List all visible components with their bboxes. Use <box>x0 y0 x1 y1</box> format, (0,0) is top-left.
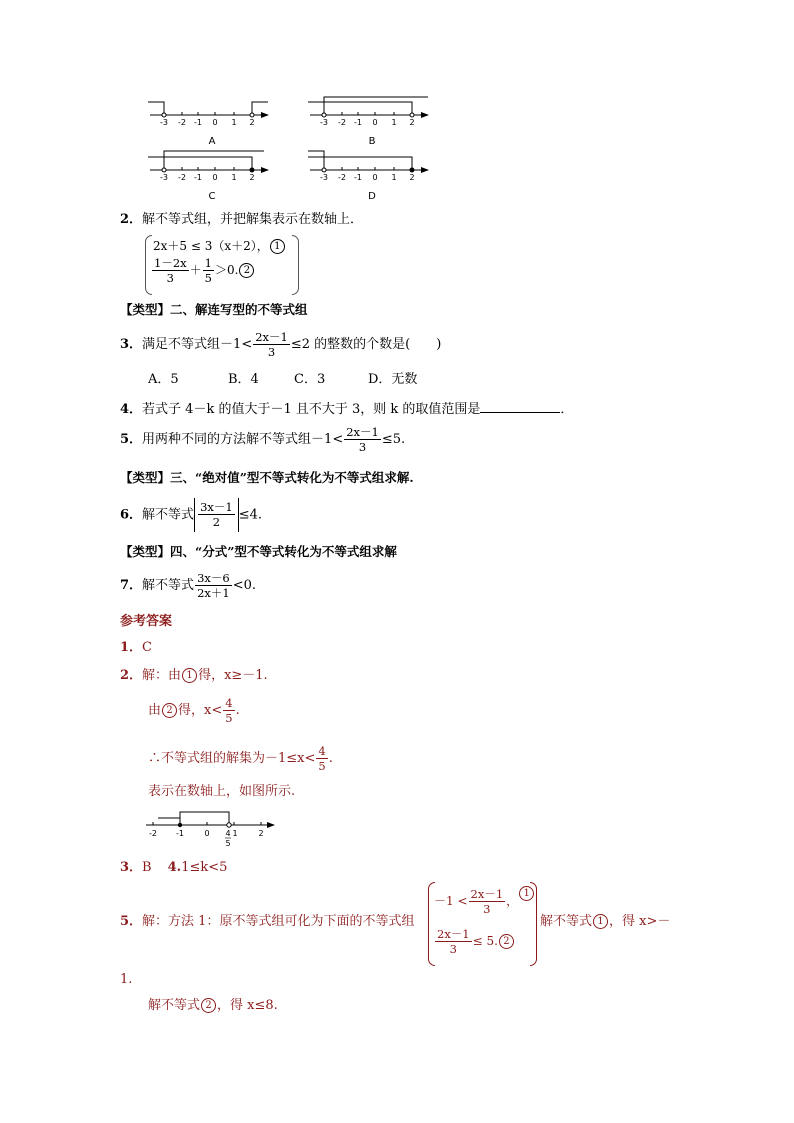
answer-3-4 <box>120 860 227 876</box>
answer-number: 2． <box>120 668 143 683</box>
answer-1 <box>120 640 152 656</box>
fraction <box>344 425 381 454</box>
answer-text: ，得 x>－ <box>609 914 671 929</box>
answer-5-line-1 <box>120 914 414 930</box>
equation-text: ＞0. <box>214 263 239 277</box>
answer-text: 解不等式 <box>148 998 201 1013</box>
tick-label: 2 <box>249 173 255 182</box>
question-text: 满足不等式组－1< <box>142 337 253 352</box>
denominator: 3 <box>358 440 367 454</box>
denominator: 3 <box>449 942 457 956</box>
numerator: 4 <box>225 696 233 710</box>
equation-text: 2x＋5 ≤ 3（x＋2）， <box>153 239 269 253</box>
tick-label: -1 <box>194 118 202 127</box>
answer-2-line-1 <box>120 668 268 684</box>
fraction <box>152 256 189 285</box>
tick-label: -1 <box>194 173 202 182</box>
tick-label: -2 <box>338 173 346 182</box>
question-text: 解不等式 <box>142 578 195 593</box>
fraction <box>469 887 506 916</box>
tick-label: -3 <box>160 118 168 127</box>
q3-choices <box>148 372 417 388</box>
numerator: 3x－6 <box>197 571 230 585</box>
numerator: 2x－1 <box>346 425 379 439</box>
point-label-denominator: 5 <box>225 839 231 848</box>
fraction <box>253 330 290 359</box>
circled-number-2: 2 <box>499 934 514 949</box>
answer-text: 得，x≥－1. <box>198 668 268 683</box>
number-line-d <box>308 151 428 202</box>
tick-label: 0 <box>212 118 218 127</box>
question-text: ≤2 的整数的个数是( ) <box>290 337 442 352</box>
choice-a[interactable]: A．5 <box>148 372 179 387</box>
answer-text: 解：方法 1：原不等式组可化为下面的不等式组 <box>142 914 415 929</box>
option-label-c: C <box>208 191 216 202</box>
fraction <box>316 744 327 773</box>
tick-label: 2 <box>409 118 415 127</box>
fraction <box>195 571 232 600</box>
circled-number-2: 2 <box>162 703 177 718</box>
question-text: 解不等式 <box>142 507 195 523</box>
q2-equation-2 <box>151 256 255 285</box>
answer-text: C <box>142 640 152 655</box>
denominator: 3 <box>166 271 174 285</box>
question-number: 6． <box>120 507 143 523</box>
answer-text: . <box>235 703 240 718</box>
question-text: ≤4. <box>238 507 262 523</box>
numerator: 2x－1 <box>255 330 288 344</box>
numerator: 3x－1 <box>200 500 233 514</box>
question-4 <box>120 400 573 418</box>
answer-text: 解不等式 <box>540 914 593 929</box>
type-heading-2: 【类型】二、解连写型的不等式组 <box>120 302 308 317</box>
type-heading-4: 【类型】四、“分式”型不等式转化为不等式组求解 <box>120 544 397 559</box>
q2-equation-1 <box>153 238 286 254</box>
circled-number-2: 2 <box>201 998 216 1013</box>
tick-label: -3 <box>320 118 328 127</box>
tick-label: -1 <box>176 829 184 838</box>
question-3 <box>120 330 441 360</box>
answer-5-line-2: 1. <box>120 972 133 987</box>
tick-label: -2 <box>178 118 186 127</box>
option-label-a: A <box>208 136 216 147</box>
tick-label: -3 <box>320 173 328 182</box>
choice-b[interactable]: B．4 <box>228 372 259 387</box>
answer-text: 得，x< <box>178 703 223 718</box>
answer-number: 1． <box>120 640 143 655</box>
question-2 <box>120 212 363 228</box>
number-line-a <box>148 102 268 147</box>
number-line-b <box>308 97 428 147</box>
numerator: 2x－1 <box>437 927 470 941</box>
tick-label: -1 <box>354 118 362 127</box>
answers-title: 参考答案 <box>120 614 173 629</box>
equation-text: ≤ 5. <box>472 934 498 948</box>
answer-2-line-3 <box>148 742 333 776</box>
fraction <box>198 500 235 529</box>
choice-c[interactable]: C．3 <box>294 372 326 387</box>
answer-text: 1≤k<5 <box>181 860 228 875</box>
tick-label: 0 <box>212 173 218 182</box>
tick-label: 1 <box>231 173 237 182</box>
tick-label: 0 <box>204 829 210 838</box>
tick-label: 1 <box>391 118 397 127</box>
circled-number-1: 1 <box>519 886 534 901</box>
answer-2-line-2 <box>148 694 240 728</box>
tick-label: -2 <box>178 173 186 182</box>
numerator: 2x－1 <box>470 887 504 901</box>
system-brace-right <box>292 235 299 295</box>
equation-text: ， <box>506 894 519 908</box>
answer-2-line-4: 表示在数轴上，如图所示. <box>148 784 296 799</box>
question-text: <0. <box>232 578 256 593</box>
type-heading-3: 【类型】三、“绝对值”型不等式转化为不等式组求解. <box>120 470 414 485</box>
answer-text: ∴不等式组的解集为－1≤x< <box>148 751 316 766</box>
option-label-b: B <box>368 136 376 147</box>
tick-label: -2 <box>149 829 157 838</box>
circled-number-2: 2 <box>239 263 254 278</box>
tick-label: -2 <box>338 118 346 127</box>
option-label-d: D <box>368 191 376 202</box>
tick-label: 2 <box>258 829 264 838</box>
numerator: 1－2x <box>154 256 187 270</box>
tick-label: 1 <box>391 173 397 182</box>
answer-text: 解：由 <box>142 668 182 683</box>
fraction <box>203 256 214 285</box>
question-5 <box>120 424 405 456</box>
question-6 <box>120 498 262 533</box>
choice-d[interactable]: D．无数 <box>368 372 418 387</box>
plus-sign: ＋ <box>189 263 202 277</box>
tick-label: -3 <box>160 173 168 182</box>
answer-text: B <box>142 860 152 875</box>
tick-label: 2 <box>249 118 255 127</box>
denominator: 2 <box>212 515 221 529</box>
numerator: 1 <box>204 256 212 270</box>
answer-number: 4. <box>167 860 182 875</box>
question-number: 4． <box>120 402 143 417</box>
answer-number: 3． <box>120 860 143 875</box>
question-7 <box>120 570 256 602</box>
question-number: 7． <box>120 578 143 593</box>
equation-text: －1 < <box>434 894 468 908</box>
question-number: 3． <box>120 337 143 352</box>
answer-number-line <box>140 800 290 850</box>
denominator: 5 <box>318 759 326 773</box>
question-number: 2． <box>120 212 143 227</box>
absolute-value <box>194 498 239 532</box>
question-text: 解不等式组，并把解集表示在数轴上． <box>142 212 364 227</box>
tick-label: 1 <box>232 829 238 838</box>
answer-5-system-eq-1 <box>434 884 535 918</box>
number-line-options <box>140 92 440 202</box>
denominator: 5 <box>225 711 233 725</box>
numerator: 4 <box>318 744 326 758</box>
answer-text: . <box>328 751 333 766</box>
answer-blank[interactable] <box>480 400 560 413</box>
answer-5-system-eq-2 <box>434 924 515 958</box>
tick-label: -1 <box>354 173 362 182</box>
number-line-c <box>148 151 268 202</box>
denominator: 2x＋1 <box>197 586 230 600</box>
tick-label: 1 <box>231 118 237 127</box>
tick-label: 0 <box>372 173 378 182</box>
circled-number-1: 1 <box>593 914 608 929</box>
denominator: 3 <box>267 345 276 359</box>
answer-text: 由 <box>148 703 162 718</box>
answer-5-line-3 <box>148 998 278 1014</box>
tick-label: 0 <box>372 118 378 127</box>
fraction <box>223 696 234 725</box>
question-text: 若式子 4－k 的值大于－1 且不大于 3，则 k 的取值范围是 <box>142 402 481 417</box>
denominator: 5 <box>204 271 212 285</box>
point-label-numerator: 4 <box>225 829 231 838</box>
answer-5-line-1-cont <box>540 914 670 930</box>
answer-text: ，得 x≤8. <box>217 998 278 1013</box>
circled-number-1: 1 <box>270 239 285 254</box>
question-number: 5． <box>120 432 143 447</box>
circled-number-1: 1 <box>182 668 197 683</box>
question-text: ≤5. <box>381 432 406 447</box>
denominator: 3 <box>483 902 491 916</box>
tick-label: 2 <box>409 173 415 182</box>
question-text: 用两种不同的方法解不等式组－1< <box>142 432 344 447</box>
answer-number: 5． <box>120 914 143 929</box>
fraction <box>435 927 472 956</box>
question-text: ． <box>560 402 574 417</box>
